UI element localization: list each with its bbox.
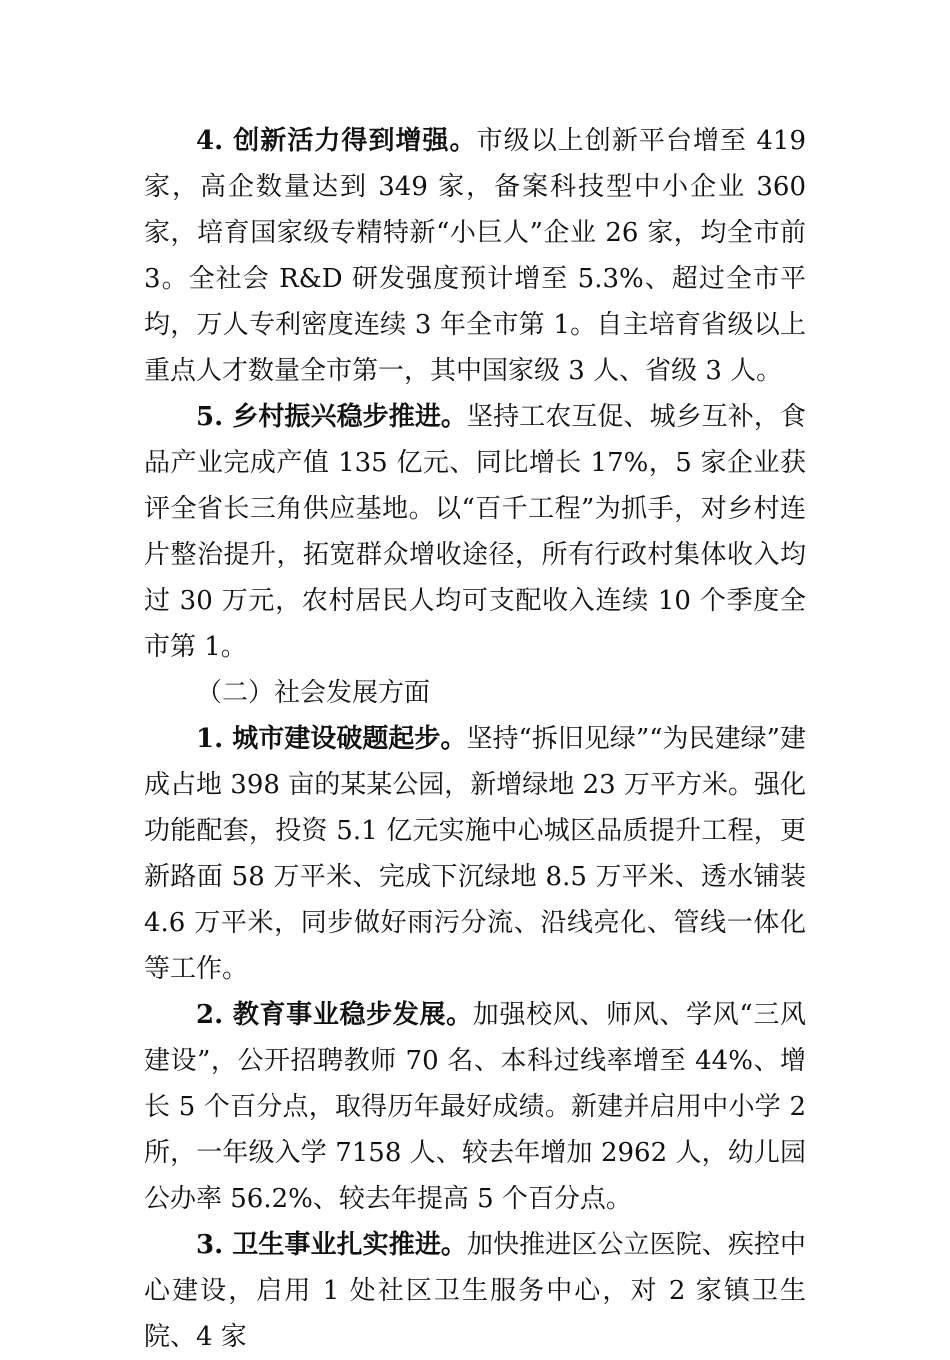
paragraph-body: 加快推进区公立医院、疾控中心建设，启用 1 处社区卫生服务中心，对 2 家镇卫生院、4 家 bbox=[144, 1230, 806, 1352]
paragraph-health bbox=[144, 1222, 806, 1360]
paragraph-body: 市级以上创新平台增至 419 家，高企数量达到 349 家，备案科技型中小企业 360 家，培育国家级专精特新“小巨人”企业 26 家，均全市前 3。全社会 R&D 研发强度预计增至 5.3%、超过全市平均，万人专利密度连续 3 年全市第 1。自主培育省级以上重点人才数量全市第一，其中国家级 3 人、省级 3 人。 bbox=[144, 126, 806, 386]
paragraph-body: 坚持工农互促、城乡互补，食品产业完成产值 135 亿元、同比增长 17%，5 家企业获评全省长三角供应基地。以“百千工程”为抓手，对乡村连片整治提升，拓宽群众增收途径，所有行政村集体收入均过 30 万元，农村居民人均可支配收入连续 10 个季度全市第 1。 bbox=[144, 402, 806, 662]
paragraph-education bbox=[144, 992, 806, 1222]
paragraph-body: 加强校风、师风、学风“三风建设”，公开招聘教师 70 名、本科过线率增至 44%、增长 5 个百分点，取得历年最好成绩。新建并启用中小学 2 所，一年级入学 7158 人、较去年增加 2962 人，幼儿园公办率 56.2%、较去年提高 5 个百分点。 bbox=[144, 1000, 806, 1214]
paragraph-innovation bbox=[144, 118, 806, 394]
paragraph-rural-revitalization bbox=[144, 394, 806, 670]
paragraph-heading: 1. 城市建设破题起步。 bbox=[196, 724, 467, 754]
paragraph-heading: 5. 乡村振兴稳步推进。 bbox=[196, 402, 468, 432]
paragraph-body: 坚持“拆旧见绿”“为民建绿”建成占地 398 亩的某某公园，新增绿地 23 万平方米。强化功能配套，投资 5.1 亿元实施中心城区品质提升工程，更新路面 58 万平米、完成下沉绿地 8.5 万平米、透水铺装 4.6 万平米，同步做好雨污分流、沿线亮化、管线一体化等工作。 bbox=[144, 724, 806, 984]
paragraph-urban-construction bbox=[144, 716, 806, 992]
paragraph-heading: 4. 创新活力得到增强。 bbox=[196, 126, 477, 156]
document-page bbox=[144, 118, 806, 1360]
paragraph-heading: 3. 卫生事业扎实推进。 bbox=[196, 1230, 468, 1260]
section-title: （二）社会发展方面 bbox=[196, 678, 431, 708]
paragraph-heading: 2. 教育事业稳步发展。 bbox=[196, 1000, 473, 1030]
